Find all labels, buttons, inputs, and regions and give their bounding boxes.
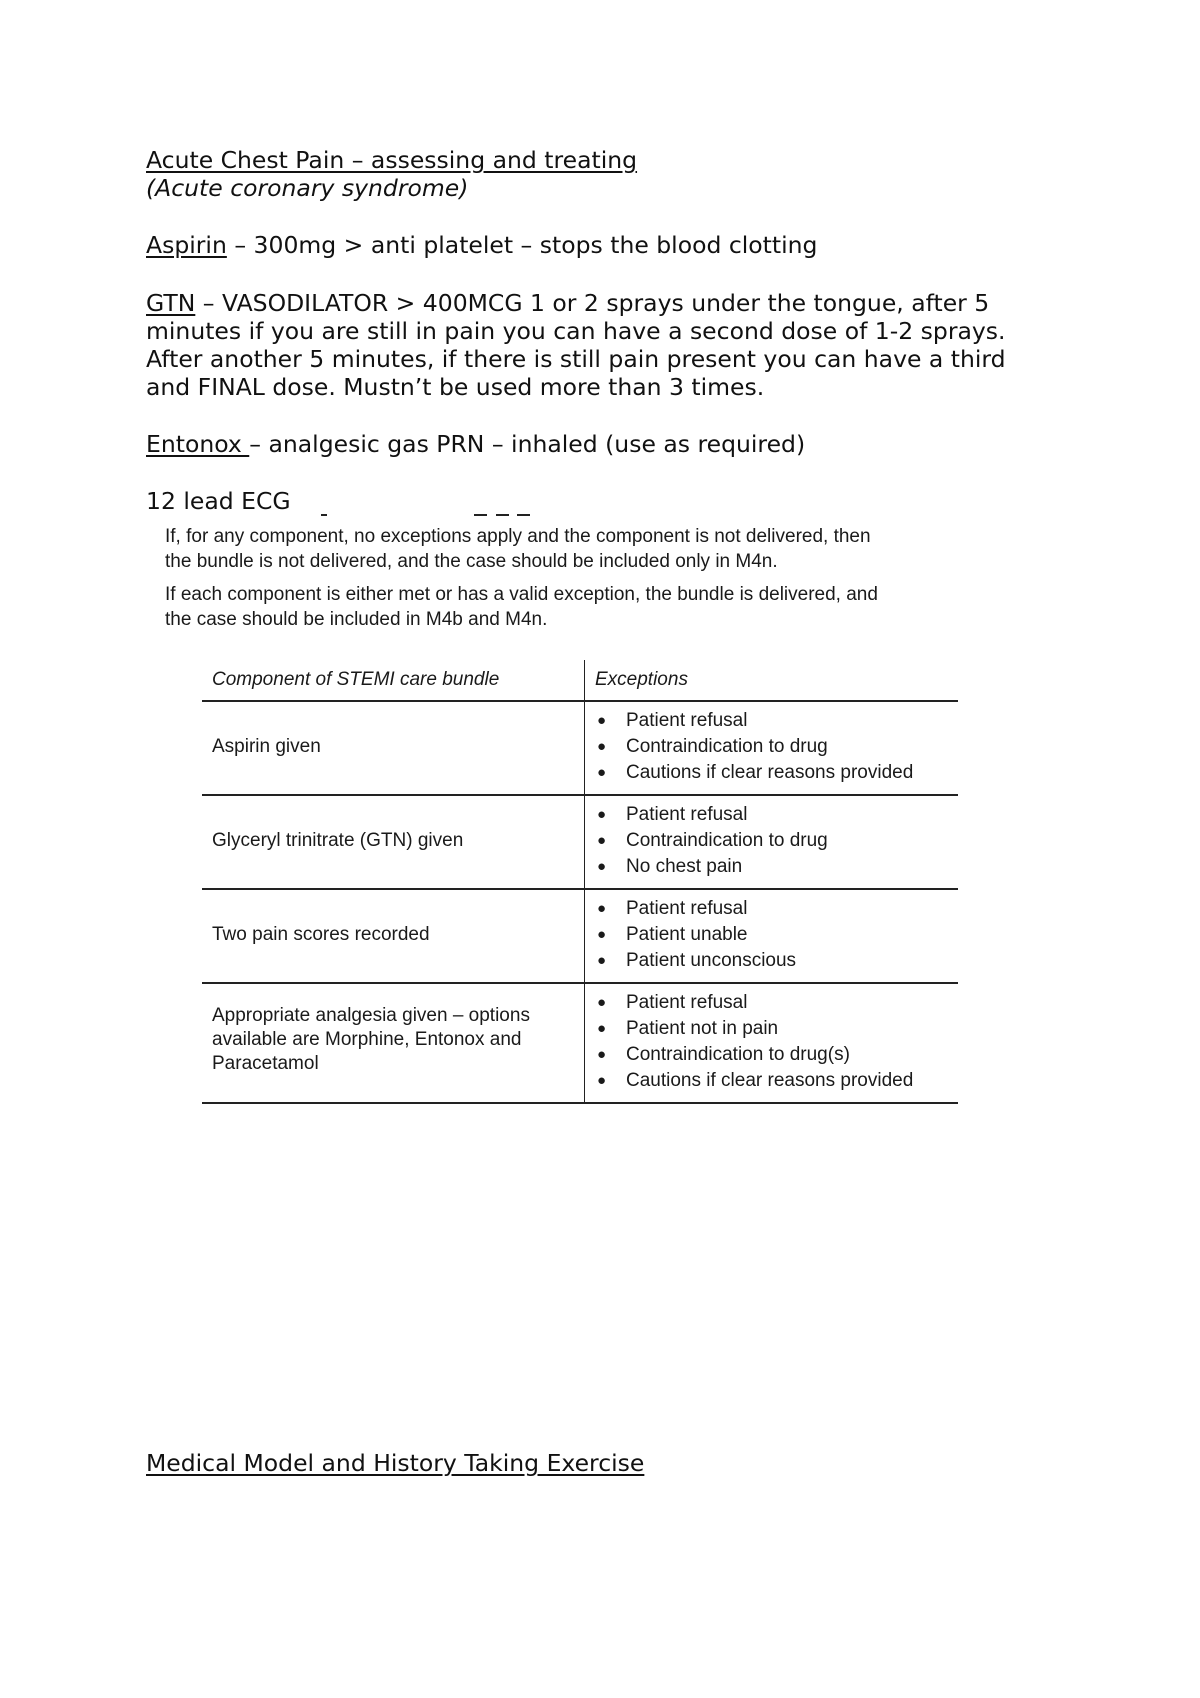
exceptions-list — [595, 802, 948, 880]
table-row — [202, 889, 958, 983]
gtn-text-line-2: minutes if you are still in pain you can have a second dose of 1-2 sprays. — [146, 317, 1006, 345]
list-item: ● Contraindication to drug — [595, 734, 948, 760]
list-item: ● Patient refusal — [595, 896, 948, 922]
ecg-line: 12 lead ECG — [146, 487, 291, 515]
excerpt-cropped-edge — [150, 510, 670, 520]
exceptions-cell — [585, 701, 959, 795]
gtn-term: GTN — [146, 289, 196, 317]
aspirin-paragraph — [146, 231, 817, 259]
bullet-icon: ● — [597, 764, 607, 781]
excerpt-paragraph-1: If, for any component, no exceptions apply and the component is not delivered, then the bundle is not delivered, and the case should be included only in M4n. — [165, 526, 871, 572]
gtn-text-line-4: and FINAL dose. Mustn’t be used more than 3 times. — [146, 373, 765, 401]
list-item: ● Patient refusal — [595, 802, 948, 828]
list-item: ● Cautions if clear reasons provided — [595, 1068, 948, 1094]
bullet-icon: ● — [597, 832, 607, 849]
component-cell: Appropriate analgesia given – options available are Morphine, Entonox and Paracetamol — [202, 983, 585, 1103]
bullet-icon: ● — [597, 952, 607, 969]
entonox-text: – analgesic gas PRN – inhaled (use as required) — [249, 430, 806, 458]
list-item: ● Cautions if clear reasons provided — [595, 760, 948, 786]
document-heading: Acute Chest Pain – assessing and treating — [146, 146, 638, 174]
component-cell: Aspirin given — [202, 701, 585, 795]
header-exceptions: Exceptions — [585, 660, 959, 701]
bullet-icon: ● — [597, 712, 607, 729]
exceptions-list — [595, 708, 948, 786]
list-item: ● Patient unable — [595, 922, 948, 948]
entonox-paragraph — [146, 430, 805, 458]
list-item: ● Patient not in pain — [595, 1016, 948, 1042]
excerpt-paragraph-2: If each component is either met or has a valid exception, the bundle is delivered, and the case should be included in M4b and M4n. — [165, 584, 878, 630]
list-item: ● Patient unconscious — [595, 948, 948, 974]
exceptions-list — [595, 990, 948, 1094]
bullet-icon: ● — [597, 926, 607, 943]
list-item: ● Patient refusal — [595, 708, 948, 734]
document-subheading: (Acute coronary syndrome) — [146, 174, 469, 202]
section-heading: Medical Model and History Taking Exercise — [146, 1449, 645, 1477]
list-item: ● No chest pain — [595, 854, 948, 880]
bullet-icon: ● — [597, 1046, 607, 1063]
exceptions-list — [595, 896, 948, 974]
aspirin-text: – 300mg > anti platelet – stops the blood clotting — [226, 231, 818, 259]
aspirin-term: Aspirin — [146, 231, 227, 259]
bullet-icon: ● — [597, 858, 607, 875]
list-item: ● Contraindication to drug — [595, 828, 948, 854]
table-row — [202, 701, 958, 795]
bullet-icon: ● — [597, 1072, 607, 1089]
bullet-icon: ● — [597, 738, 607, 755]
bullet-icon: ● — [597, 1020, 607, 1037]
gtn-text-line-3: After another 5 minutes, if there is still pain present you can have a third — [146, 345, 1006, 373]
list-item: ● Contraindication to drug(s) — [595, 1042, 948, 1068]
stemi-bundle-table — [202, 660, 958, 1104]
entonox-term: Entonox — [146, 430, 250, 458]
bullet-icon: ● — [597, 900, 607, 917]
exceptions-cell — [585, 983, 959, 1103]
table-row — [202, 795, 958, 889]
component-cell: Glyceryl trinitrate (GTN) given — [202, 795, 585, 889]
table-row — [202, 983, 958, 1103]
bullet-icon: ● — [597, 806, 607, 823]
list-item: ● Patient refusal — [595, 990, 948, 1016]
header-component: Component of STEMI care bundle — [202, 660, 585, 701]
component-cell: Two pain scores recorded — [202, 889, 585, 983]
exceptions-cell — [585, 795, 959, 889]
table-header-row — [202, 660, 958, 701]
stemi-bundle-excerpt — [150, 524, 970, 1091]
exceptions-cell — [585, 889, 959, 983]
gtn-paragraph-line-1 — [146, 289, 989, 317]
bullet-icon: ● — [597, 994, 607, 1011]
gtn-text-line-1: – VASODILATOR > 400MCG 1 or 2 sprays under the tongue, after 5 — [195, 289, 990, 317]
